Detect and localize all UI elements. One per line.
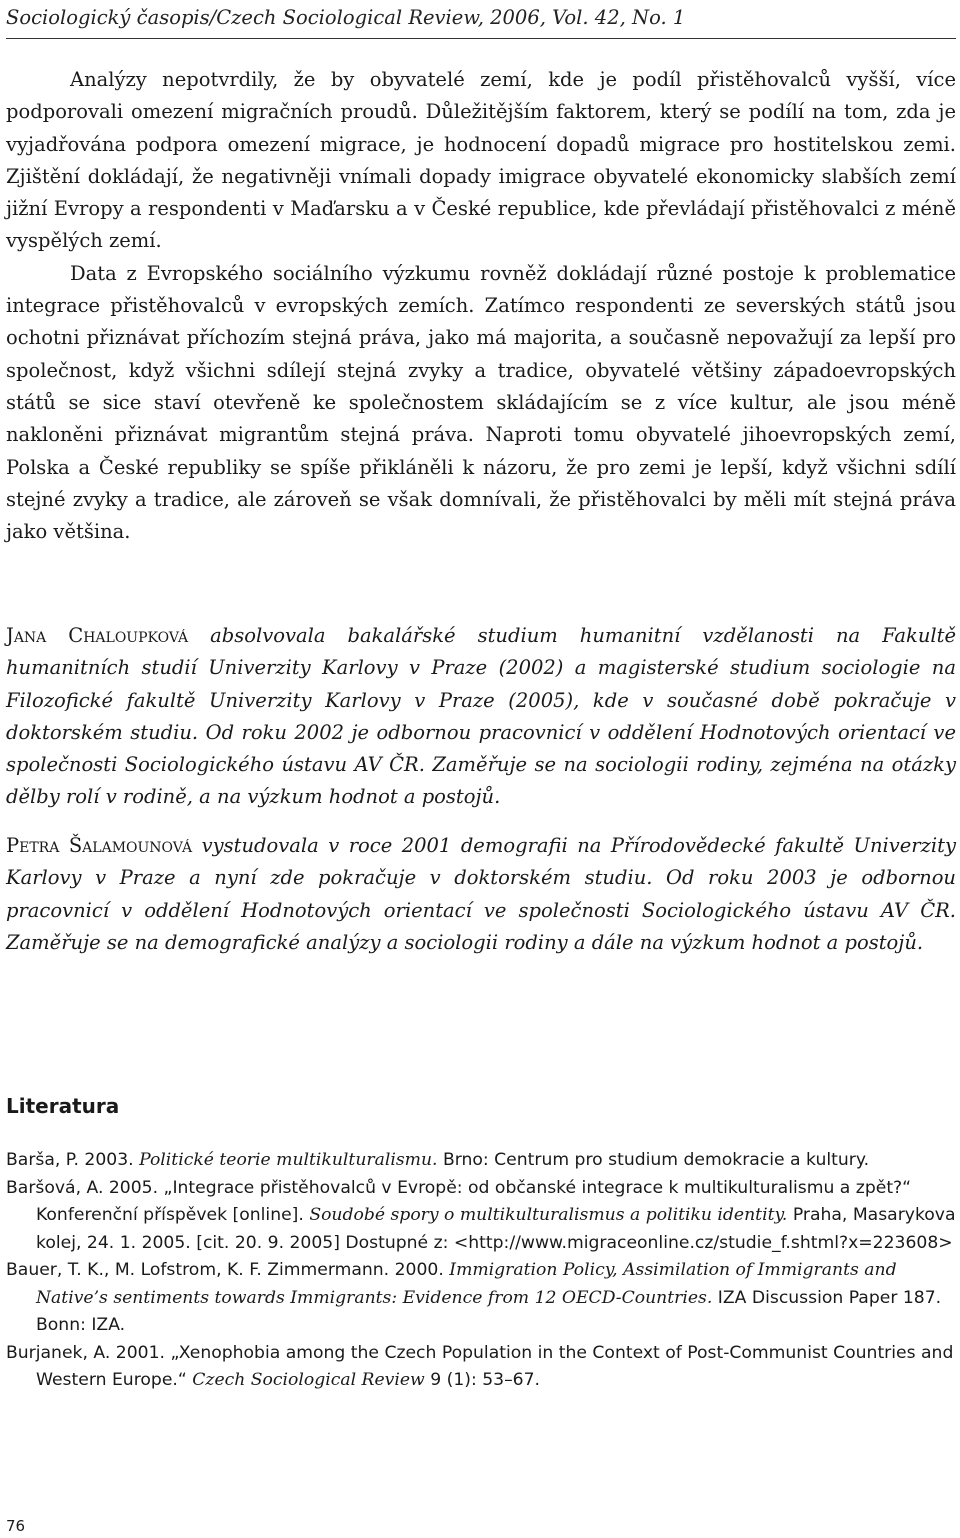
body-paragraph-2: Data z Evropského sociálního výzkumu rovněž dokládají různé postoje k problematice integrace přistěhovalců v evropských zemích. Zatímco respondenti ze severských států jsou ochotni přiznávat příchozím stejná práva, jako má majorita, a současně nepovažují za lepší pro společnost, když všichni sdílejí stejná zvyky a tradice, obyvatelé většiny západoevropských států se sice staví otevřeně ke společnostem skládajícím se z více kultur, ale jsou méně nakloněni přiznávat migrantům stejná práva. Naproti tomu obyvatelé jihoevropských zemí, Polska a České republiky se spíše přikláněli k názoru, že pro zemi je lepší, když všichni sdílí stejné zvyky a tradice, ale zároveň se však domnívali, že přistěhovalci by měli mít stejná práva jako většina. [6,261,956,544]
author-bio-text: absolvovala bakalářské studium humanitní vzdělanosti na Fakultě humanitních studií Univerzity Karlovy v Praze (2002) a magisterské studium sociologie na Filozofické fakultě Univerzity Karlovy v Praze (2005), kde v současné době pokračuje v doktorském studiu. Od roku 2002 je odbornou pracovnicí v oddělení Hodnotových orientací ve společnosti Sociologického ústavu AV ČR. Zaměřuje se na sociologii rodiny, zejména na otázky dělby rolí v rodině, a na výzkum hodnot a postojů. [6,624,956,809]
ref-text: Bauer, T. K., M. Lofstrom, K. F. Zimmermann. 2000. [6,1260,450,1280]
ref-title: Czech Sociological Review [192,1370,425,1390]
ref-title: Politické teorie multikulturalismu. [139,1150,438,1170]
running-header: Sociologický časopis/Czech Sociological Review, 2006, Vol. 42, No. 1 [6,6,686,29]
body-paragraph-1: Analýzy nepotvrdily, že by obyvatelé zemí, kde je podíl přistěhovalců vyšší, více podporovali omezení migračních proudů. Důležitějším faktorem, který se podílí na tom, zda je vyjadřována podpora omezení migrace, je hodnocení dopadů migrace pro hostitelskou zemi. Zjištění dokládají, že negativněji vnímali dopady imigrace obyvatelé ekonomicky slabších zemí jižní Evropy a respondenti v Maďarsku a v České republice, kde převládají přistěhovalci z méně vyspělých zemí. [6,68,956,253]
ref-text: IZA Discussion Paper 187. Bonn: IZA. [36,1287,942,1335]
literature-heading: Literatura [6,1094,120,1118]
page-number: 76 [6,1517,26,1535]
author-name: Jana Chaloupková [6,624,189,647]
reference-item [6,1175,956,1258]
reference-item [6,1147,956,1175]
article-body [6,64,956,548]
ref-title: Soudobé spory o multikulturalismus a politiku identity. [309,1205,788,1225]
header-rule [6,38,956,39]
author-bio-1 [6,620,956,814]
reference-item [6,1257,956,1340]
ref-text: Baršová, A. 2005. „Integrace přistěhovalců v Evropě: od občanské integrace k multikulturalismu a zpět?“ Konferenční příspěvek [online]. [6,1177,912,1225]
ref-text: Burjanek, A. 2001. „Xenophobia among the Czech Population in the Context of Post-Communist Countries and Western Europe.“ [6,1342,954,1390]
ref-text: Barša, P. 2003. [6,1150,140,1170]
ref-title: Immigration Policy, Assimilation of Immigrants and Native’s sentiments towards Immigrants: Evidence from 12 OECD-Countries. [36,1260,897,1308]
ref-text: Praha, Masarykova kolej, 24. 1. 2005. [cit. 20. 9. 2005] Dostupné z: <http://www.migraceonline.cz/studie_f.shtml?x=223608> [36,1205,956,1253]
ref-text: Brno: Centrum pro studium demokracie a kultury. [437,1150,870,1170]
ref-text: 9 (1): 53–67. [424,1370,541,1390]
reference-list [6,1147,956,1395]
reference-item [6,1340,956,1395]
author-bio-text: vystudovala v roce 2001 demografii na Přírodovědecké fakultě Univerzity Karlovy v Praze a nyní zde pokračuje v doktorském studiu. Od roku 2003 je odbornou pracovnicí v oddělení Hodnotových orientací ve společnosti Sociologického ústavu AV ČR. Zaměřuje se na demografické analýzy a sociologii rodiny a dále na výzkum hodnot a postojů. [6,834,956,954]
author-bio-2 [6,830,956,959]
author-name: Petra Šalamounová [6,834,193,857]
